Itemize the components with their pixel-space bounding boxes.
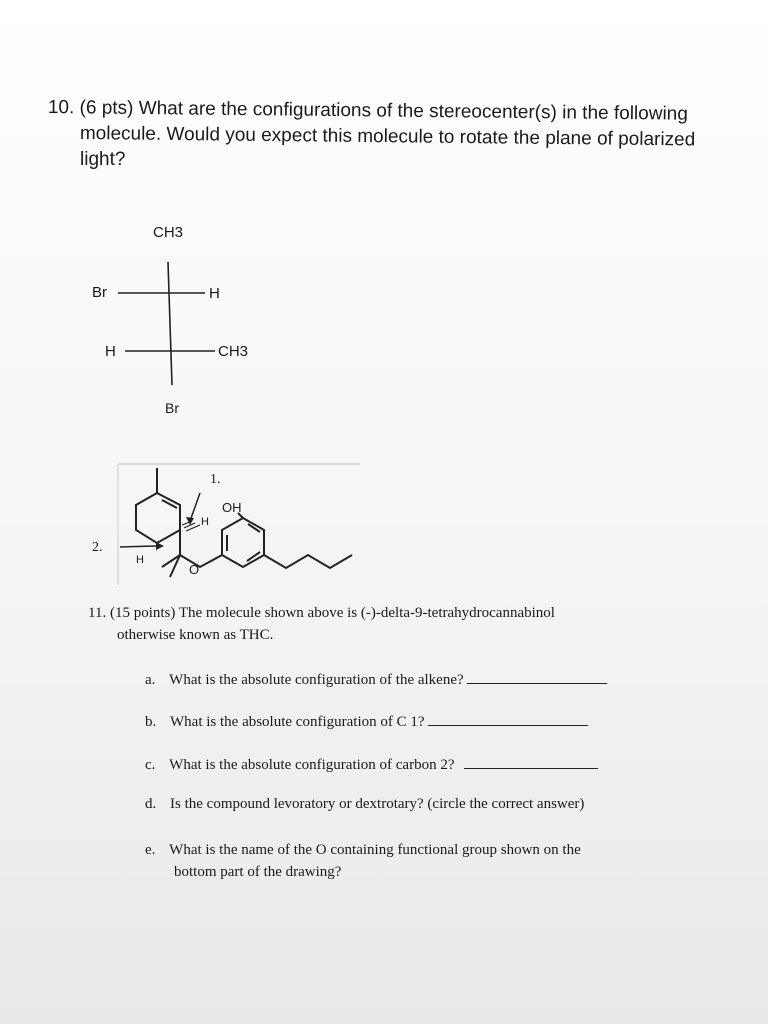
thc-label-1: 1. bbox=[210, 472, 221, 487]
thc-h-top: H bbox=[201, 516, 209, 528]
answer-blank[interactable] bbox=[464, 754, 598, 769]
thc-structure bbox=[110, 455, 390, 595]
item-text-cont: bottom part of the drawing? bbox=[174, 864, 342, 880]
q11-item-e bbox=[145, 839, 581, 883]
fischer-row2-right: CH3 bbox=[218, 343, 249, 360]
item-text: What is the absolute configuration of the alkene? bbox=[169, 672, 464, 688]
fischer-top-ch3: CH3 bbox=[153, 224, 184, 241]
item-text: Is the compound levoratory or dextrotary? (circle the correct answer) bbox=[170, 796, 585, 812]
item-letter: e. bbox=[145, 842, 156, 858]
thc-h-bottom: H bbox=[136, 554, 144, 566]
q11-item-b bbox=[145, 711, 588, 731]
item-text: What is the absolute configuration of carbon 2? bbox=[169, 757, 455, 773]
q10-line2: molecule. Would you expect this molecule to rotate the plane of polarized bbox=[79, 123, 696, 151]
item-letter: c. bbox=[145, 757, 156, 773]
item-text: What is the name of the O containing functional group shown on the bbox=[169, 842, 581, 858]
answer-blank[interactable] bbox=[428, 711, 588, 726]
q11-item-c bbox=[145, 754, 598, 774]
fischer-row2-left: H bbox=[105, 343, 116, 360]
item-letter: d. bbox=[145, 796, 157, 812]
fischer-row1-right: H bbox=[209, 285, 220, 302]
fischer-projection bbox=[80, 240, 380, 440]
fischer-row1-left: Br bbox=[92, 284, 107, 301]
item-letter: b. bbox=[145, 714, 157, 730]
fischer-bottom: Br bbox=[165, 400, 179, 416]
q11-item-a bbox=[145, 669, 607, 689]
q10-line3: light? bbox=[80, 149, 126, 170]
item-letter: a. bbox=[145, 672, 156, 688]
thc-label-2: 2. bbox=[92, 540, 103, 555]
item-text: What is the absolute configuration of C 1? bbox=[170, 714, 425, 730]
answer-blank[interactable] bbox=[467, 669, 607, 684]
q11-line1: 11. (15 points) The molecule shown above is (-)-delta-9-tetrahydrocannabinol bbox=[88, 605, 555, 621]
q11-line2: otherwise known as THC. bbox=[117, 627, 274, 643]
thc-o: O bbox=[189, 562, 200, 577]
q11-item-d bbox=[145, 796, 584, 813]
q10-line1: 10. (6 pts) What are the configurations of the stereocenter(s) in the following bbox=[47, 97, 688, 125]
thc-oh: OH bbox=[222, 500, 242, 515]
